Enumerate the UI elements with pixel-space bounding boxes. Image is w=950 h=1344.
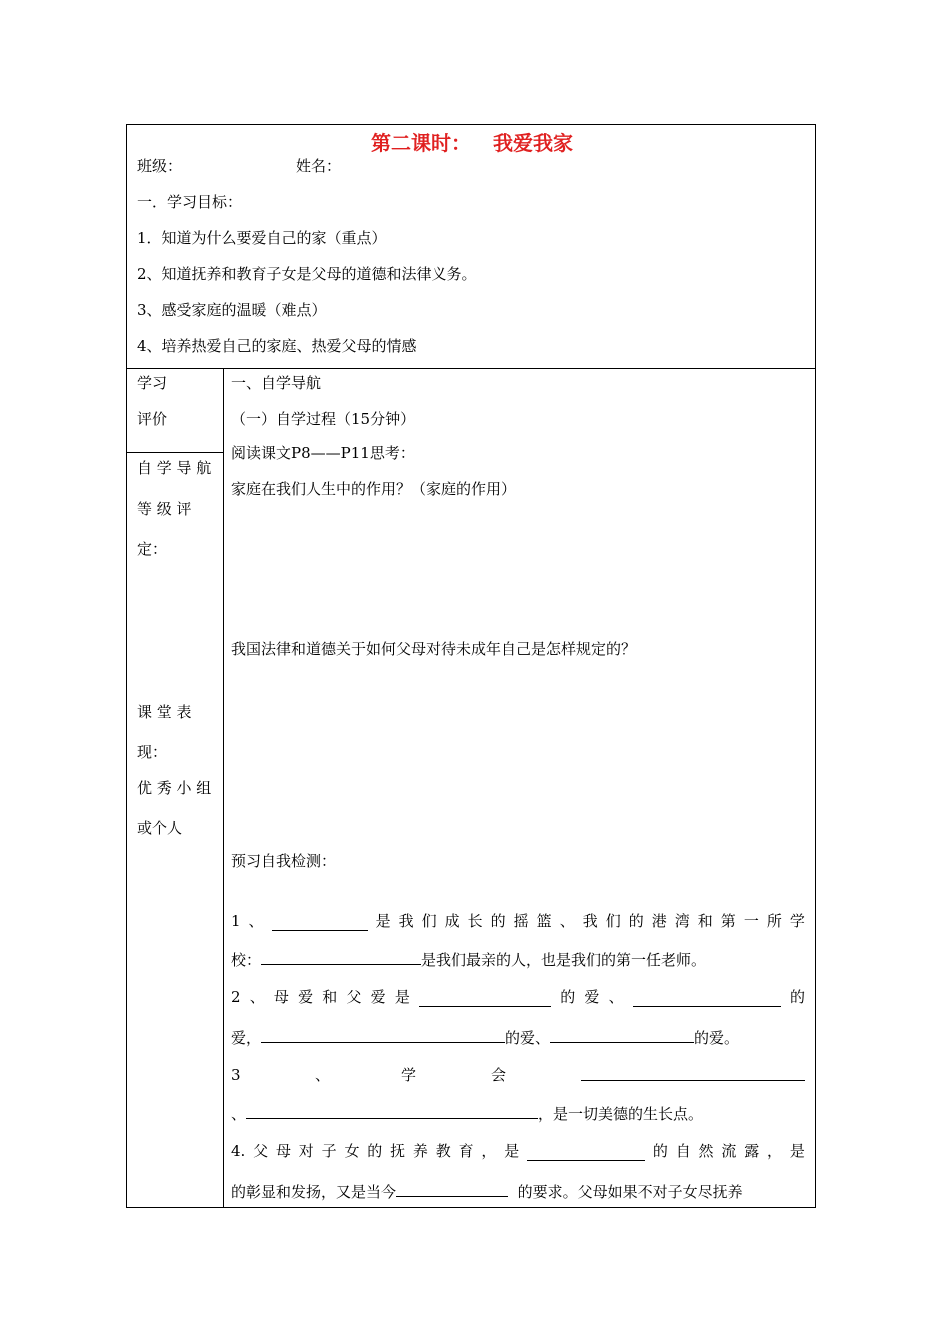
reading-line: 阅读课文P8——P11思考： bbox=[231, 444, 415, 462]
exercise-1-line-b: 校： 是我们最亲的人，也是我们的第一任老师。 bbox=[231, 951, 707, 969]
exercise-3-text: 学 bbox=[401, 1066, 417, 1084]
row-divider bbox=[127, 368, 815, 369]
objective-item: 2、知道抚养和教育子女是父母的道德和法律义务。 bbox=[137, 265, 477, 283]
objectives-heading: 一．学习目标： bbox=[137, 193, 243, 211]
exercise-3-text: 会 bbox=[491, 1066, 507, 1084]
study-eval-label: 评价 bbox=[137, 410, 168, 428]
class-label: 班级： bbox=[137, 157, 183, 175]
column-divider bbox=[223, 368, 224, 1208]
fill-blank[interactable] bbox=[272, 915, 368, 931]
worksheet-table bbox=[126, 124, 816, 1208]
fill-blank[interactable] bbox=[396, 1181, 508, 1197]
question-1: 家庭在我们人生中的作用？（家庭的作用） bbox=[231, 480, 517, 498]
objective-item: 4、培养热爱自己的家庭、热爱父母的情感 bbox=[137, 337, 417, 355]
exercise-3-line-b: 、 ，是一切美德的生长点。 bbox=[231, 1105, 704, 1123]
exercise-2-line-a: 2 、 母 爱 和 父 爱 是 的 爱 、 的 bbox=[231, 988, 805, 1006]
excellent-label: 或个人 bbox=[137, 819, 183, 837]
self-check-heading: 预习自我检测： bbox=[231, 852, 337, 870]
exercise-4-line-b: 的彰显和发扬，又是当今 的要求。父母如果不对子女尽抚养 bbox=[231, 1183, 743, 1201]
fill-blank[interactable] bbox=[581, 1065, 805, 1081]
self-grade-label: 等 级 评 bbox=[137, 500, 192, 518]
fill-blank[interactable] bbox=[261, 1027, 505, 1043]
exercise-3-number: 3 bbox=[231, 1066, 241, 1084]
section-heading: 一、自学导航 bbox=[231, 374, 322, 392]
self-grade-label: 自 学 导 航 bbox=[137, 459, 212, 477]
objective-item: 1．知道为什么要爱自己的家（重点） bbox=[137, 229, 387, 247]
class-perf-label: 现： bbox=[137, 743, 168, 761]
exercise-4-line-a: 4. 父 母 对 子 女 的 抚 养 教 育 ， 是 的 自 然 流 露 ， 是 bbox=[231, 1142, 805, 1160]
fill-blank[interactable] bbox=[550, 1027, 694, 1043]
process-line: （一）自学过程（15分钟） bbox=[231, 410, 416, 428]
study-eval-label: 学习 bbox=[137, 374, 168, 392]
question-2: 我国法律和道德关于如何父母对待未成年自己是怎样规定的？ bbox=[231, 640, 637, 658]
class-perf-label: 课 堂 表 bbox=[137, 703, 192, 721]
fill-blank[interactable] bbox=[633, 991, 781, 1007]
page-title: 第二课时： 我爱我家 bbox=[371, 131, 573, 155]
objective-item: 3、感受家庭的温暖（难点） bbox=[137, 301, 327, 319]
exercise-3-text: 、 bbox=[315, 1066, 331, 1084]
left-cell-divider bbox=[127, 452, 223, 453]
fill-blank[interactable] bbox=[419, 991, 551, 1007]
excellent-label: 优 秀 小 组 bbox=[137, 779, 212, 797]
fill-blank[interactable] bbox=[527, 1145, 645, 1161]
name-label: 姓名： bbox=[296, 157, 342, 175]
fill-blank[interactable] bbox=[246, 1103, 538, 1119]
exercise-1-line-a: 1 、 是 我 们 成 长 的 摇 篮 、 我 们 的 港 湾 和 第 一 所 学 bbox=[231, 912, 805, 930]
exercise-2-line-b: 爱， 的爱、 的爱。 bbox=[231, 1029, 740, 1047]
fill-blank[interactable] bbox=[261, 949, 421, 965]
self-grade-label: 定： bbox=[137, 540, 168, 558]
